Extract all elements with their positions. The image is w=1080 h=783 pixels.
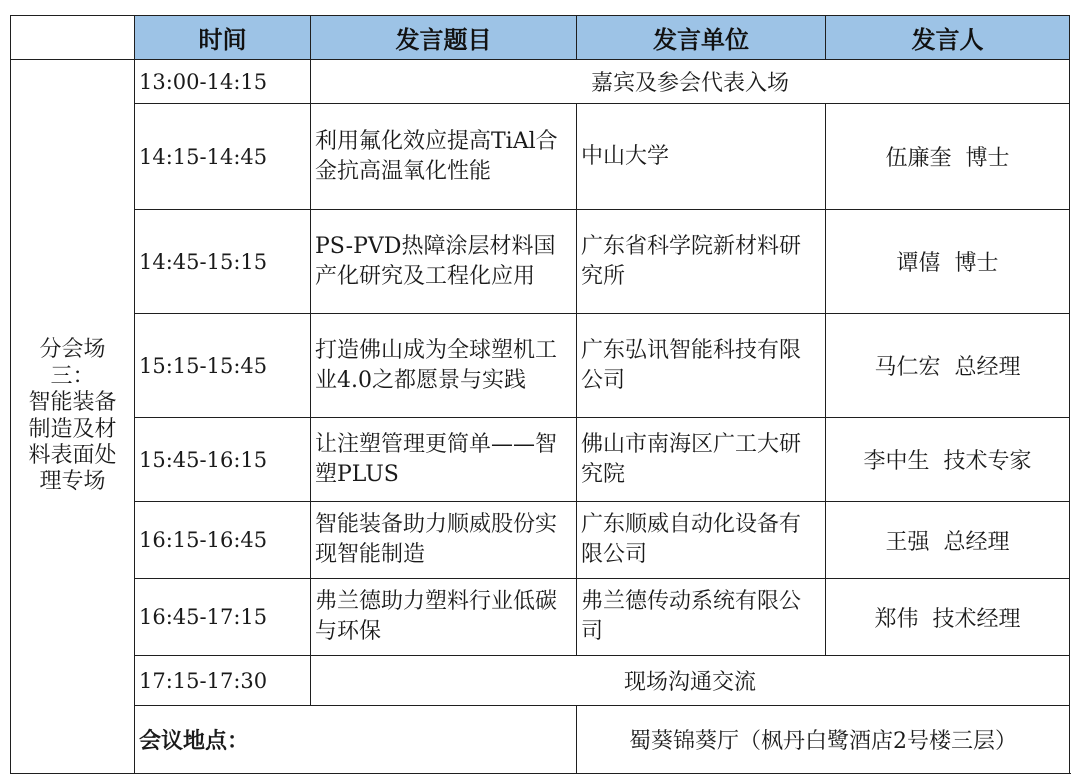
agenda-table (10, 15, 1070, 774)
session-line: 理专场 (39, 469, 106, 495)
speaker-cell (826, 579, 1070, 656)
time-cell: 16:15-16:45 (135, 502, 311, 579)
org-cell: 广东弘讯智能科技有限公司 (577, 314, 826, 418)
header-org: 发言单位 (577, 16, 826, 60)
topic-cell: 让注塑管理更简单——智塑PLUS (311, 418, 577, 502)
session-line: 三： (50, 363, 95, 389)
speaker-title: 总经理 (954, 355, 1021, 380)
speaker-cell (826, 210, 1070, 314)
session-line: 料表面处 (28, 442, 117, 468)
time-cell: 15:15-15:45 (135, 314, 311, 418)
org-cell: 中山大学 (577, 104, 826, 210)
header-speaker: 发言人 (826, 16, 1070, 60)
table-row (11, 60, 1070, 104)
speaker-title: 总经理 (943, 529, 1010, 555)
venue-row (11, 706, 1070, 774)
closing-label: 现场沟通交流 (311, 656, 1070, 706)
topic-cell: 智能装备助力顺威股份实现智能制造 (311, 502, 577, 579)
time-cell: 15:45-16:15 (135, 418, 311, 502)
table-row (11, 210, 1070, 314)
header-topic: 发言题目 (311, 16, 577, 60)
venue-label: 会议地点： (135, 706, 577, 774)
time-cell: 17:15-17:30 (135, 656, 311, 706)
header-corner (11, 16, 135, 60)
org-cell: 广东省科学院新材料研究所 (577, 210, 826, 314)
venue-value: 蜀葵锦葵厅（枫丹白鹭酒店2号楼三层） (577, 706, 1070, 774)
topic-cell: 利用氟化效应提高TiAl合金抗高温氧化性能 (311, 104, 577, 210)
org-cell: 广东顺威自动化设备有限公司 (577, 502, 826, 579)
time-cell: 13:00-14:15 (135, 60, 311, 104)
speaker-cell (826, 314, 1070, 418)
header-row (11, 16, 1070, 60)
speaker-name: 谭僖 (896, 251, 941, 276)
speaker-title: 技术经理 (932, 606, 1021, 632)
speaker-title: 博士 (954, 251, 999, 276)
topic-cell: PS-PVD热障涂层材料国产化研究及工程化应用 (311, 210, 577, 314)
speaker-cell (826, 104, 1070, 210)
speaker-title: 博士 (965, 146, 1010, 171)
speaker-name: 王强 (885, 529, 930, 555)
speaker-name: 伍廉奎 (885, 146, 952, 171)
topic-cell: 打造佛山成为全球塑机工业4.0之都愿景与实践 (311, 314, 577, 418)
speaker-title: 技术专家 (943, 449, 1032, 474)
table-row (11, 418, 1070, 502)
table-row (11, 314, 1070, 418)
opening-label: 嘉宾及参会代表入场 (311, 60, 1070, 104)
speaker-cell (826, 502, 1070, 579)
time-cell: 14:15-14:45 (135, 104, 311, 210)
time-cell: 16:45-17:15 (135, 579, 311, 656)
speaker-cell (826, 418, 1070, 502)
header-time: 时间 (135, 16, 311, 60)
speaker-name: 郑伟 (874, 606, 919, 632)
speaker-name: 李中生 (863, 449, 930, 474)
session-line: 智能装备 (28, 390, 117, 416)
table-row (11, 656, 1070, 706)
table-row (11, 104, 1070, 210)
speaker-name: 马仁宏 (874, 355, 941, 380)
session-line: 分会场 (39, 337, 106, 363)
org-cell: 弗兰德传动系统有限公司 (577, 579, 826, 656)
time-cell: 14:45-15:15 (135, 210, 311, 314)
org-cell: 佛山市南海区广工大研究院 (577, 418, 826, 502)
table-row (11, 502, 1070, 579)
topic-cell: 弗兰德助力塑料行业低碳与环保 (311, 579, 577, 656)
session-name (11, 60, 135, 774)
table-row (11, 579, 1070, 656)
session-line: 制造及材 (28, 416, 117, 442)
